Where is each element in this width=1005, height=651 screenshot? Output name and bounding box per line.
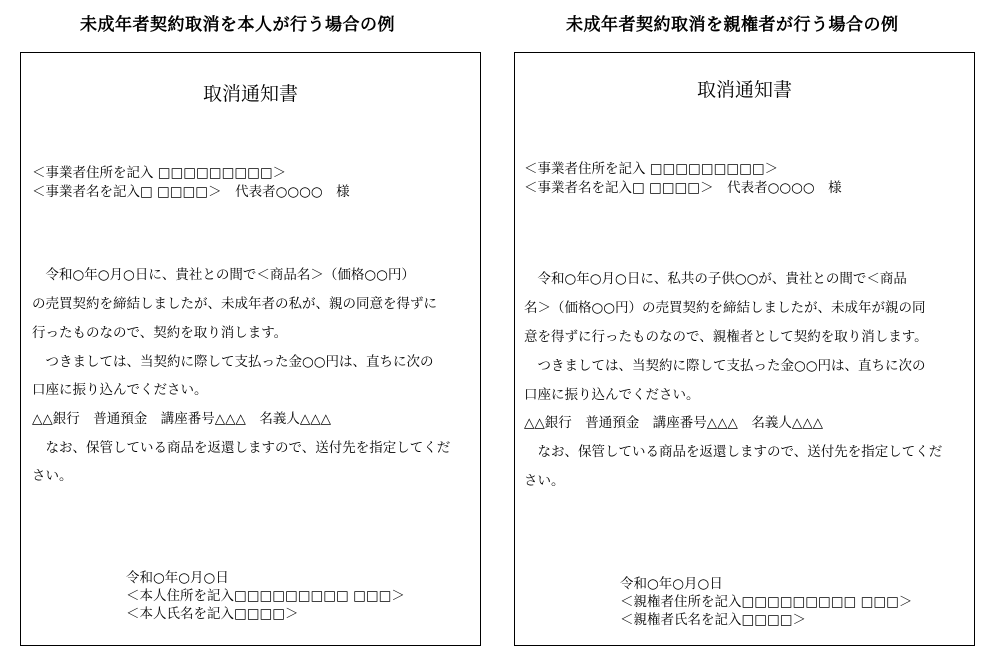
left-body-line: の売買契約を締結しましたが、未成年者の私が、親の同意を得ずに xyxy=(32,296,437,312)
left-body-line: つきましては、当契約に際して支払った金○○円は、直ちに次の xyxy=(32,354,434,370)
right-notice-panel xyxy=(514,52,975,646)
right-addressee-line: ＜事業者名を記入□ □□□□＞ 代表者○○○○ 様 xyxy=(524,180,842,196)
left-addressee-line: ＜事業者住所を記入 □□□□□□□□□＞ xyxy=(32,165,287,181)
left-body-line: 令和○年○月○日に、貴社との間で＜商品名＞（価格○○円） xyxy=(32,267,415,283)
left-body-line: 行ったものなので、契約を取り消します。 xyxy=(32,325,288,341)
left-body-line: △△銀行 普通預金 講座番号△△△ 名義人△△△ xyxy=(32,411,332,427)
right-doc-title: 取消通知書 xyxy=(696,79,792,101)
right-body-line: さい。 xyxy=(524,473,565,489)
right-body-line: 口座に振り込んでください。 xyxy=(524,387,700,403)
right-body-line: 令和○年○月○日に、私共の子供○○が、貴社との間で＜商品 xyxy=(524,271,907,287)
left-doc-title: 取消通知書 xyxy=(202,83,298,105)
right-addressee-line: ＜事業者住所を記入 □□□□□□□□□＞ xyxy=(524,161,779,177)
left-body-line: さい。 xyxy=(32,468,73,484)
left-body-line: なお、保管している商品を返還しますので、送付先を指定してくだ xyxy=(32,440,451,456)
right-body-line: 意を得ずに行ったものなので、親権者として契約を取り消します。 xyxy=(524,329,928,345)
right-heading: 未成年者契約取消を親権者が行う場合の例 xyxy=(566,15,899,35)
right-signature-date: 令和○年○月○日 xyxy=(620,576,723,592)
left-signature-date: 令和○年○月○日 xyxy=(126,570,229,586)
right-body-line: つきましては、当契約に際して支払った金○○円は、直ちに次の xyxy=(524,358,926,374)
right-body-line: △△銀行 普通預金 講座番号△△△ 名義人△△△ xyxy=(524,415,824,431)
right-signature-address: ＜親権者住所を記入□□□□□□□□□ □□□＞ xyxy=(620,594,913,610)
right-body-line: 名＞（価格○○円）の売買契約を締結しましたが、未成年が親の同 xyxy=(524,300,926,316)
left-addressee-line: ＜事業者名を記入□ □□□□＞ 代表者○○○○ 様 xyxy=(32,184,350,200)
left-signature-name: ＜本人氏名を記入□□□□＞ xyxy=(126,606,299,622)
right-signature-name: ＜親権者氏名を記入□□□□＞ xyxy=(620,612,807,628)
left-notice-panel xyxy=(20,52,481,646)
left-signature-address: ＜本人住所を記入□□□□□□□□□ □□□＞ xyxy=(126,588,405,604)
right-body-line: なお、保管している商品を返還しますので、送付先を指定してくだ xyxy=(524,444,943,460)
left-heading: 未成年者契約取消を本人が行う場合の例 xyxy=(80,15,395,35)
left-body-line: 口座に振り込んでください。 xyxy=(32,382,208,398)
